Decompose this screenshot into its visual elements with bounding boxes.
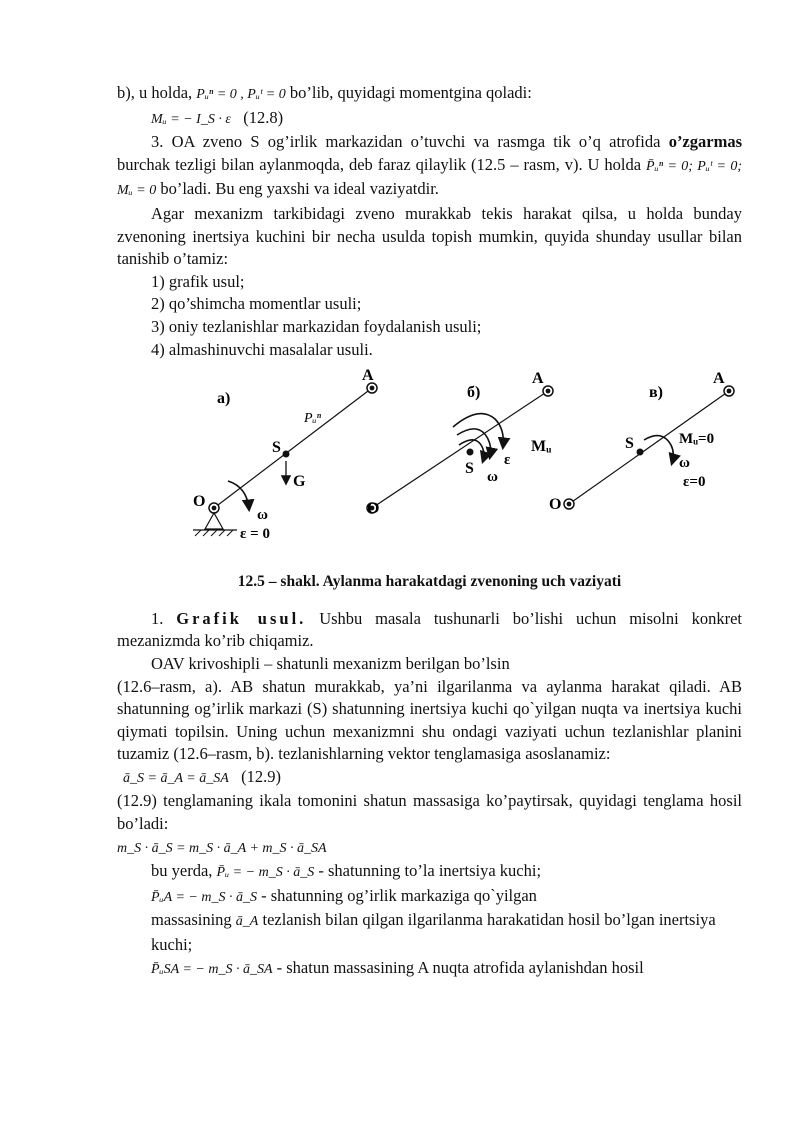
diagram-b	[367, 370, 553, 517]
svg-text:ε = 0: ε = 0	[240, 526, 270, 543]
link-oa	[214, 388, 372, 508]
omega-arc	[644, 436, 673, 463]
paragraph: (12.9) tenglamaning ikala tomonini shatun massasiga ko’paytirsak, quyidagi tenglama hosil bo’ladi:	[117, 791, 742, 834]
svg-text:O: O	[549, 496, 562, 514]
svg-text:G: G	[293, 473, 306, 491]
link-oa	[372, 391, 548, 508]
equation-12-9: ā_S = ā_A = ā_SA (12.9)	[123, 766, 281, 786]
svg-text:ε=0: ε=0	[683, 474, 706, 491]
equation-mass: m_S · ā_S = m_S · ā_A + m_S · ā_SA	[117, 840, 327, 856]
definition-pusa: P̄ᵤSA = − m_S · ā_SA - shatun massasining A nuqta atrofida aylanishdan hosil	[151, 957, 644, 977]
list-item: 4) almashinuvchi masalalar usuli.	[151, 339, 373, 359]
svg-text:A: A	[713, 370, 725, 388]
hatch	[195, 530, 233, 536]
figure-caption: 12.5 – shakl. Aylanma harakatdagi zvenoning uch vaziyati	[237, 573, 622, 591]
figure-12-5	[117, 369, 742, 559]
equation-p-zero: Pᵤⁿ = 0 , Pᵤᵗ = 0	[196, 87, 286, 102]
svg-text:A: A	[532, 370, 544, 388]
label-pn: Pᵤⁿ	[304, 411, 322, 427]
svg-text:O: O	[367, 500, 380, 518]
svg-text:ε: ε	[504, 452, 511, 469]
point-s	[283, 451, 290, 458]
svg-text:S: S	[465, 460, 474, 478]
list-item: 2) qo’shimcha momentlar usuli;	[151, 294, 362, 314]
definition-pua: P̄ᵤA = − m_S · ā_S - shatunning og’irlik markaziga qo`yilgan	[151, 885, 537, 905]
paragraph-4: Agar mexanizm tarkibidagi zveno murakkab tekis harakat qilsa, u holda bunday zvenoning inertsiya kuchini bir necha usulda topish mumkin, quyida shunday usullar bilan tanishib o’tamiz:	[117, 203, 742, 269]
svg-text:ω: ω	[487, 469, 498, 486]
paragraph: kuchi;	[151, 935, 193, 955]
svg-text:A: A	[362, 369, 374, 385]
label-b: б)	[467, 384, 481, 402]
section-1-heading: 1. Grafik usul. Ushbu masala tushunarli bo’lishi uchun misolni konkret mezanizmda ko’rib chiqamiz.	[117, 608, 743, 651]
paragraph-3: 3. OA zveno S og’irlik markazidan o’tuvchi va rasmga tik o’q atrofida o’zgarmas burchak tezligi bilan aylanmoqda, deb faraz qilaylik (12.5 – rasm, v). U holda P̄ᵤⁿ = 0; Pᵤᵗ = 0; Mᵤ = 0 bo’ladi. Bu eng yaxshi va ideal vaziyatdir.	[117, 132, 742, 199]
label-a: a)	[217, 390, 231, 408]
point-s	[637, 449, 644, 456]
svg-text:S: S	[625, 435, 634, 453]
label-v: в)	[649, 384, 663, 402]
definition-mass: massasining ā_A tezlanish bilan qilgan ilgarilanma harakatidan hosil bo’lgan inertsiya	[151, 910, 716, 930]
document-page	[117, 82, 742, 981]
paragraph: OAV krivoshipli – shatunli mexanizm berilgan bo’lsin	[151, 653, 510, 673]
list-item: 1) grafik usul;	[151, 271, 245, 291]
methods-list	[117, 271, 742, 361]
svg-text:O: O	[193, 493, 206, 511]
svg-text:S: S	[272, 439, 281, 457]
line-1: b), u holda, Pᵤⁿ = 0 , Pᵤᵗ = 0 bo’lib, quyidagi momentgina qoladi:	[117, 83, 532, 102]
svg-text:Mᵤ: Mᵤ	[531, 438, 552, 456]
diagram-a	[193, 369, 380, 543]
paragraph: (12.6–rasm, a). AB shatun murakkab, ya’ni ilgarilanma va aylanma harakat qiladi. AB shatunning og’irlik markazi (S) shatunning inertsiya kuchi qo`yilgan nuqta va inertsiya kuchi qiymati topilsin. Uning uchun mexanizmni shu ondagi vaziyati uchun tezlanishlar planini tuzamiz (12.6–rasm, b). tezlanishlarning vektor tenglamasiga asoslanamiz:	[117, 676, 742, 764]
equation-12-8: Mᵤ = − I_S · ε (12.8)	[151, 107, 284, 127]
svg-text:ω: ω	[257, 507, 268, 524]
definition-pu: bu yerda, P̄ᵤ = − m_S · ā_S - shatunning to’la inertsiya kuchi;	[151, 861, 542, 881]
fixed-support	[205, 513, 223, 529]
svg-text:ω: ω	[679, 455, 690, 472]
point-s	[467, 449, 474, 456]
diagram-v	[549, 370, 734, 513]
list-item: 3) oniy tezlanishlar markazidan foydalanish usuli;	[151, 316, 482, 336]
svg-text:Mᵤ=0: Mᵤ=0	[679, 431, 715, 448]
